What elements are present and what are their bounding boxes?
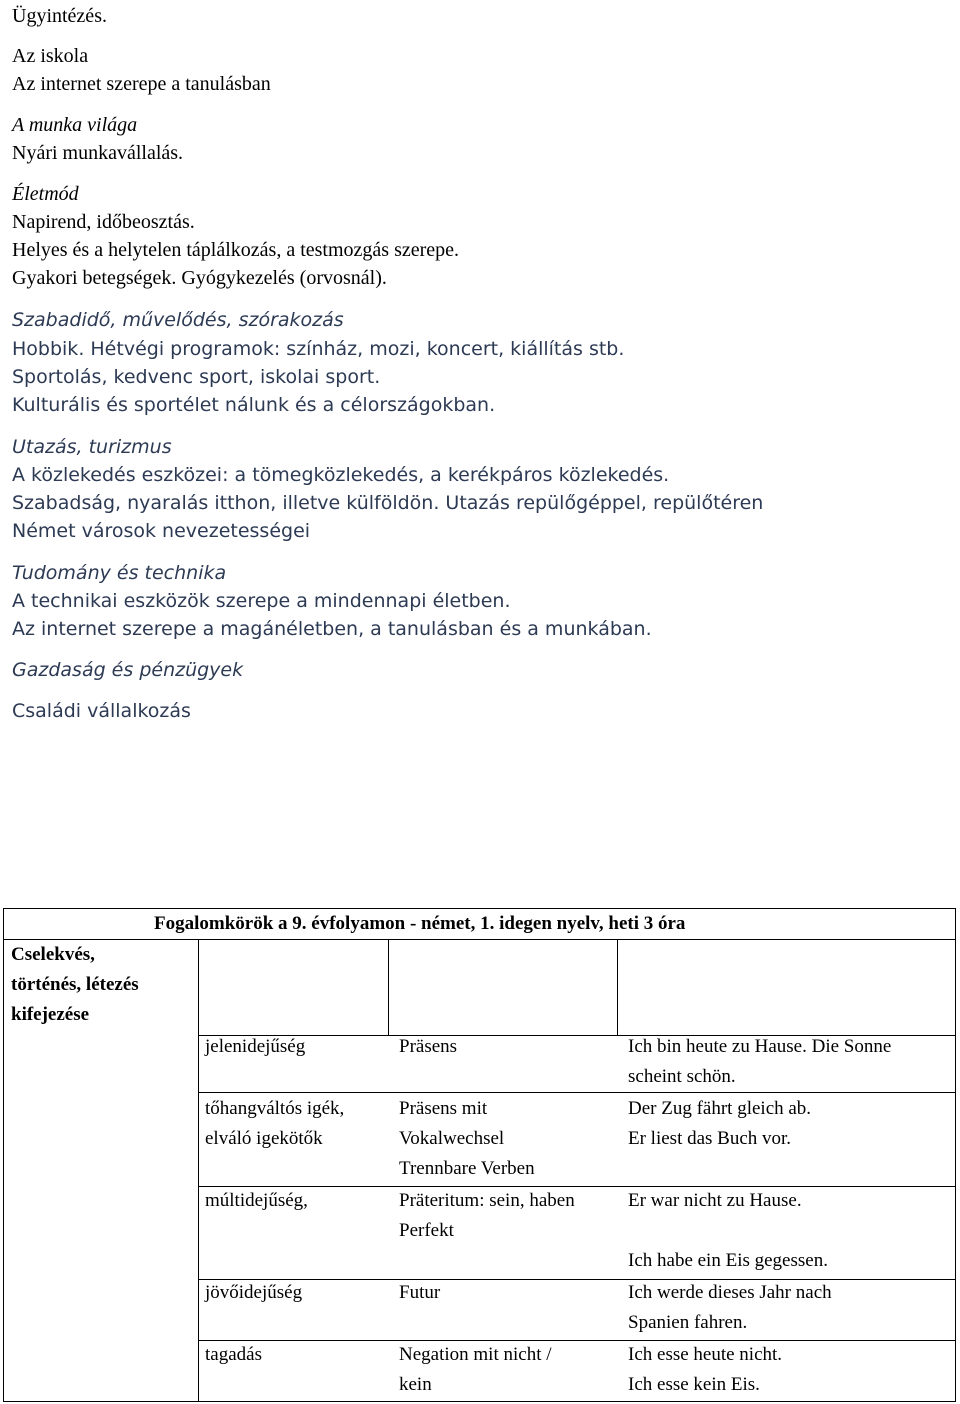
row-grammar: Präteritum: sein, haben [399,1190,575,1211]
text-line: Szabadság, nyaralás itthon, illetve külföldön. Utazás repülőgéppel, repülőtéren [12,492,764,514]
row-grammar: Präsens [399,1036,458,1057]
text-line: Ügyintézés. [12,5,107,27]
row-example: Ich werde dieses Jahr nach [628,1282,832,1303]
row-topic: tőhangváltós igék, [205,1098,345,1119]
row-example: Spanien fahren. [628,1312,748,1333]
text-line: A technikai eszközök szerepe a mindennapi életben. [12,590,511,612]
row-example: Er liest das Buch vor. [628,1128,792,1149]
text-line: Német városok nevezetességei [12,520,311,542]
row-topic: múltidejűség, [205,1190,308,1211]
text-line: Nyári munkavállalás. [12,142,184,164]
row-grammar: Futur [399,1282,441,1303]
text-line: Családi vállalkozás [12,700,191,722]
row-example: Ich bin heute zu Hause. Die Sonne [628,1036,892,1057]
section-heading-school: Az iskola [12,45,89,67]
row-grammar: Negation mit nicht / [399,1344,552,1365]
text-line: Az internet szerepe a tanulásban [12,73,271,95]
row-example: scheint schön. [628,1066,736,1087]
section-heading-work: A munka világa [12,114,138,136]
table-border [3,908,4,1402]
table-divider [3,939,956,940]
table-divider [617,939,618,1035]
text-line: Helyes és a helytelen táplálkozás, a testmozgás szerepe. [12,239,460,261]
section-heading-free-time: Szabadidő, művelődés, szórakozás [12,309,344,331]
row-example: Er war nicht zu Hause. [628,1190,802,1211]
row-grammar: Vokalwechsel [399,1128,505,1149]
row-example: Der Zug fährt gleich ab. [628,1098,812,1119]
section-heading-economy: Gazdaság és pénzügyek [12,659,244,681]
section-heading-travel: Utazás, turizmus [12,436,172,458]
text-line: Hobbik. Hétvégi programok: színház, mozi, koncert, kiállítás stb. [12,338,625,360]
table-title: Fogalomkörök a 9. évfolyamon - német, 1. idegen nyelv, heti 3 óra [154,913,686,934]
row-grammar: kein [399,1374,432,1395]
row-grammar: Trennbare Verben [399,1158,535,1179]
row-example: Ich habe ein Eis gegessen. [628,1250,828,1271]
table-divider [198,1186,956,1187]
row-topic: elváló igekötők [205,1128,323,1149]
topics-table [3,908,956,1402]
row-example: Ich esse kein Eis. [628,1374,760,1395]
table-divider [388,939,389,1035]
side-label: kifejezése [11,1004,90,1025]
table-divider [198,939,199,1401]
side-label: történés, létezés [11,974,139,995]
row-example: Ich esse heute nicht. [628,1344,783,1365]
text-line: Sportolás, kedvenc sport, iskolai sport. [12,366,381,388]
section-heading-life: Életmód [12,183,79,205]
table-border [955,908,956,1402]
row-topic: tagadás [205,1344,262,1365]
table-divider [198,1279,956,1280]
table-divider [198,1092,956,1093]
table-divider [198,1340,956,1341]
row-topic: jelenidejűség [205,1036,306,1057]
row-topic: jövőidejűség [205,1282,303,1303]
text-line: Az internet szerepe a magánéletben, a tanulásban és a munkában. [12,618,652,640]
table-border [3,1401,956,1402]
text-line: A közlekedés eszközei: a tömegközlekedés, a kerékpáros közlekedés. [12,464,670,486]
text-line: Gyakori betegségek. Gyógykezelés (orvosnál). [12,267,387,289]
row-grammar: Perfekt [399,1220,454,1241]
row-grammar: Präsens mit [399,1098,488,1119]
section-heading-tech: Tudomány és technika [12,562,227,584]
text-line: Napirend, időbeosztás. [12,211,195,233]
text-line: Kulturális és sportélet nálunk és a célországokban. [12,394,496,416]
side-label: Cselekvés, [11,944,95,965]
